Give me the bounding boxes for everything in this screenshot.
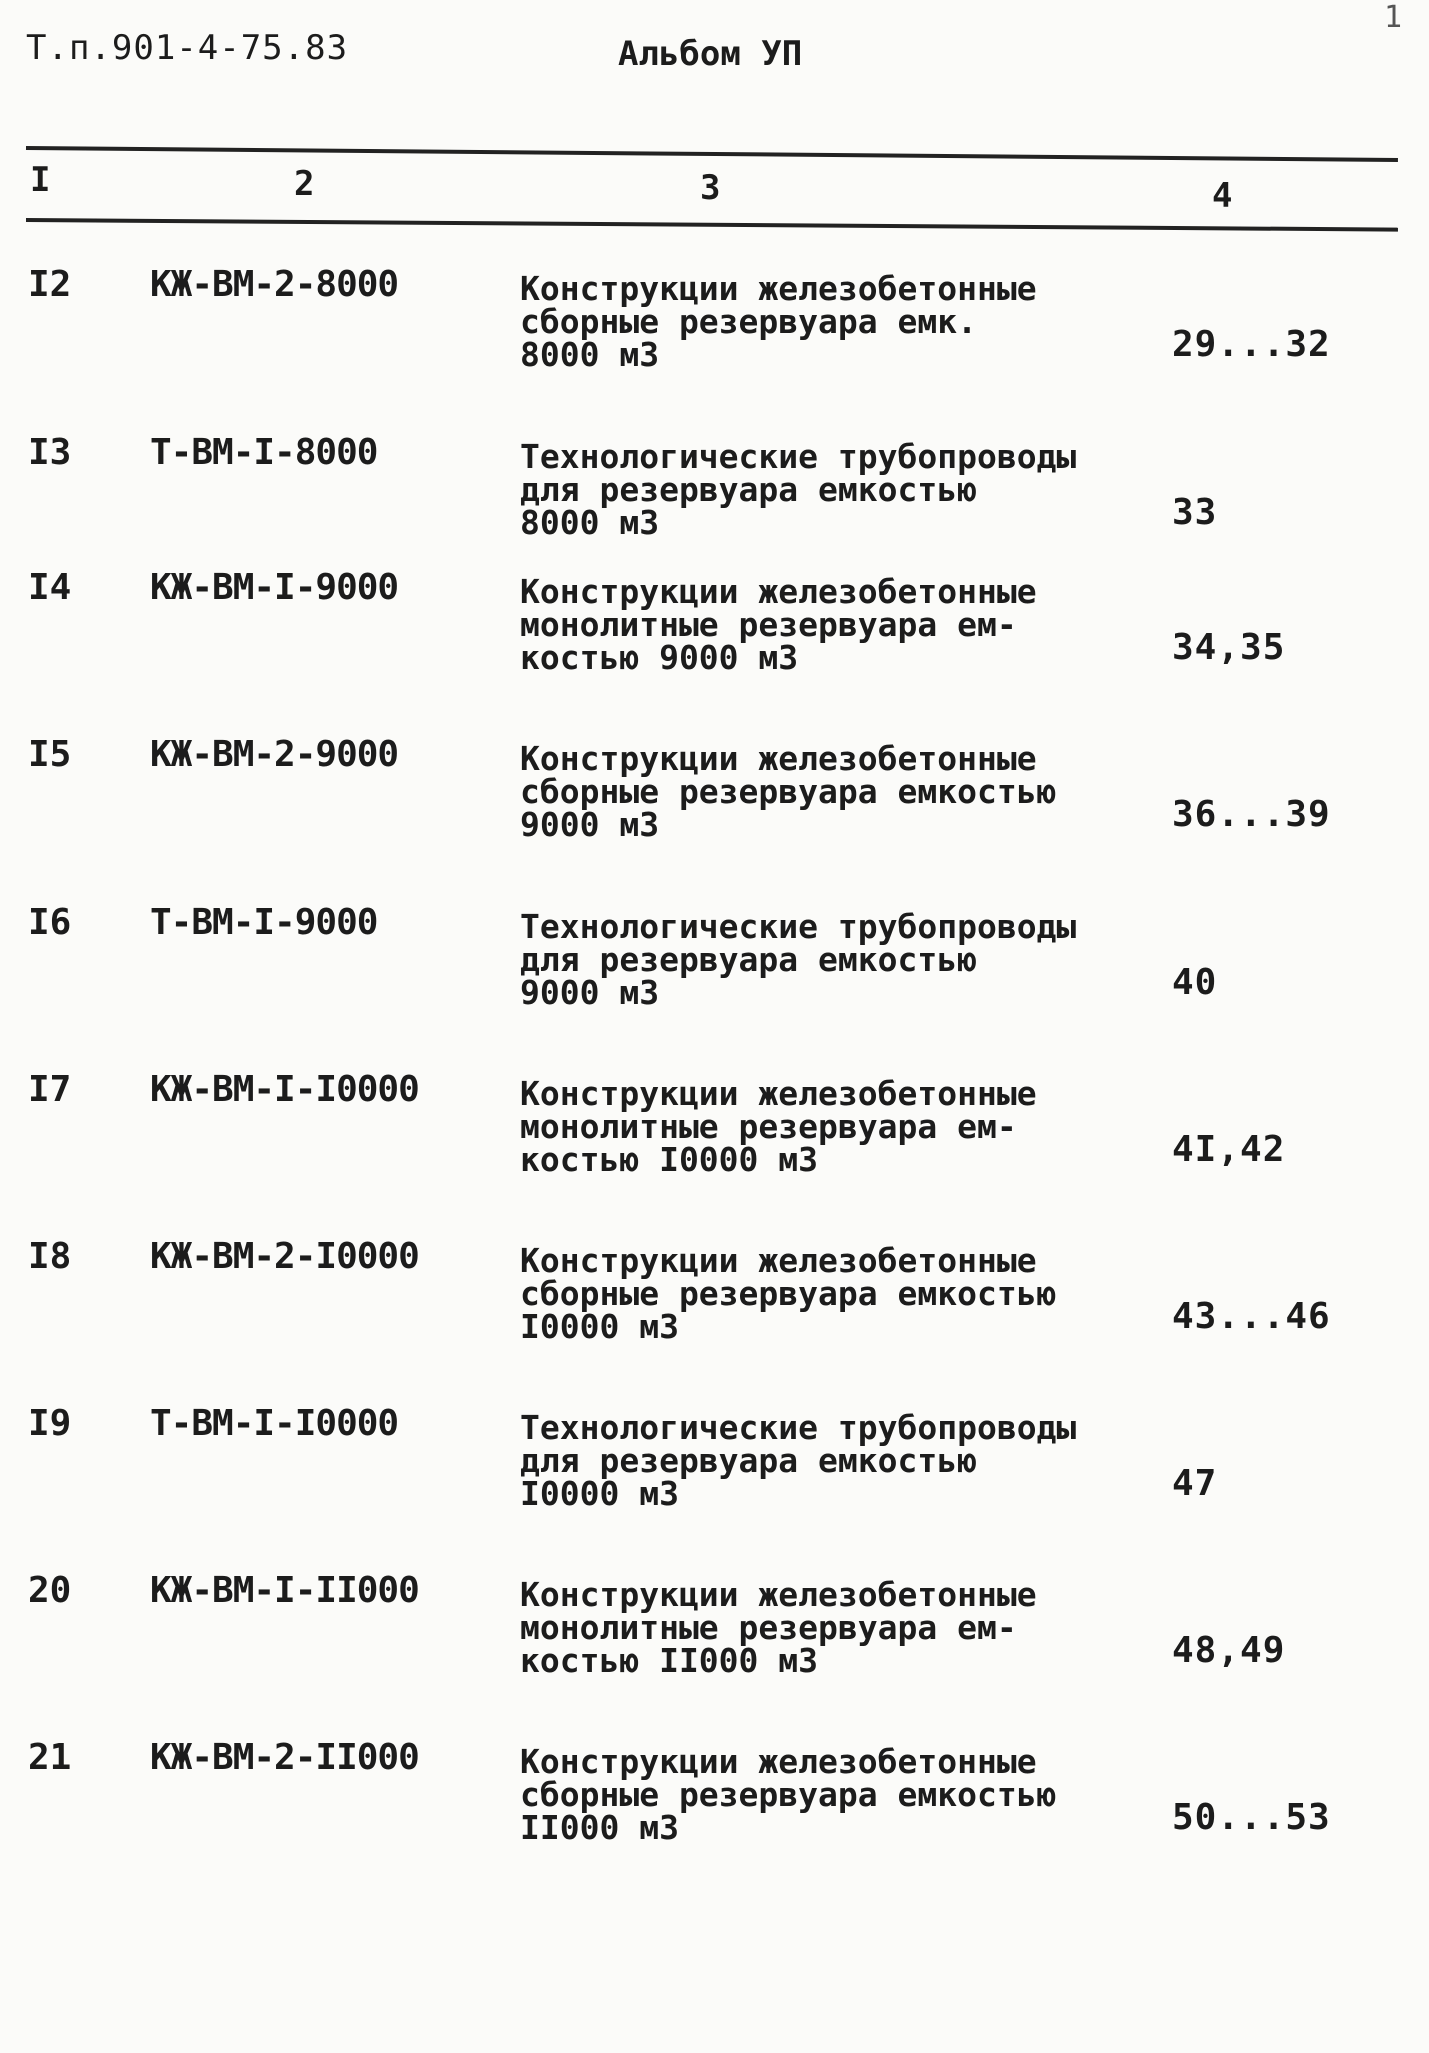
row-number: I6 [28,902,72,943]
row-number: I2 [28,264,72,305]
table-row [0,902,1429,1062]
table-row [0,1737,1429,1897]
row-pages: 34,35 [1172,627,1286,668]
row-pages: 47 [1172,1463,1218,1504]
column-header-4: 4 [1212,176,1233,216]
row-number: I5 [28,734,72,775]
table-row [0,734,1429,894]
row-number: I3 [28,432,72,473]
row-code: КЖ-ВМ-2-9000 [150,734,399,775]
table-row [0,1570,1429,1730]
row-pages: 43...46 [1172,1296,1331,1337]
row-code: Т-ВМ-I-9000 [150,902,378,943]
row-number: I4 [28,567,72,608]
row-number: I7 [28,1069,72,1110]
row-description: Конструкции железобетонные сборные резервуара емкостью I0000 м3 [520,1241,1057,1346]
table-row [0,1069,1429,1229]
row-number: 20 [28,1570,72,1611]
column-header-2: 2 [294,164,315,204]
row-number: 21 [28,1737,72,1778]
row-code: КЖ-ВМ-2-8000 [150,264,399,305]
row-pages: 50...53 [1172,1797,1331,1838]
row-number: I8 [28,1236,72,1277]
row-code: КЖ-ВМ-2-II000 [150,1737,419,1778]
row-pages: 29...32 [1172,324,1331,365]
row-description: Технологические трубопроводы для резервуара емкостью 9000 м3 [520,907,1077,1012]
row-pages: 4I,42 [1172,1129,1286,1170]
row-code: КЖ-ВМ-2-I0000 [150,1236,419,1277]
column-header-3: 3 [700,168,721,208]
album-title: Альбом УП [618,34,803,74]
row-description: Конструкции железобетонные сборные резервуара емкостью 9000 м3 [520,739,1057,844]
row-pages: 48,49 [1172,1630,1286,1671]
row-code: Т-ВМ-I-8000 [150,432,378,473]
row-code: КЖ-ВМ-I-I0000 [150,1069,419,1110]
row-pages: 33 [1172,492,1218,533]
row-description: Конструкции железобетонные сборные резервуара емк. 8000 м3 [520,269,1037,374]
row-pages: 36...39 [1172,794,1331,835]
row-code: КЖ-ВМ-I-9000 [150,567,399,608]
row-code: Т-ВМ-I-I0000 [150,1403,399,1444]
table-row [0,264,1429,424]
row-description: Конструкции железобетонные монолитные резервуара ем- костью I0000 м3 [520,1074,1037,1179]
document-code: Т.п.901-4-75.83 [26,28,349,68]
row-description: Конструкции железобетонные сборные резервуара емкостью II000 м3 [520,1742,1057,1847]
corner-mark: 1 [1384,0,1403,35]
row-code: КЖ-ВМ-I-II000 [150,1570,419,1611]
row-number: I9 [28,1403,72,1444]
row-description: Технологические трубопроводы для резервуара емкостью 8000 м3 [520,437,1077,542]
table-row [0,1403,1429,1563]
table-row [0,1236,1429,1396]
row-pages: 40 [1172,962,1218,1003]
row-description: Конструкции железобетонные монолитные резервуара ем- костью 9000 м3 [520,572,1037,677]
row-description: Технологические трубопроводы для резервуара емкостью I0000 м3 [520,1408,1077,1513]
table-row [0,567,1429,727]
row-description: Конструкции железобетонные монолитные резервуара ем- костью II000 м3 [520,1575,1037,1680]
column-header-1: I [30,160,51,200]
